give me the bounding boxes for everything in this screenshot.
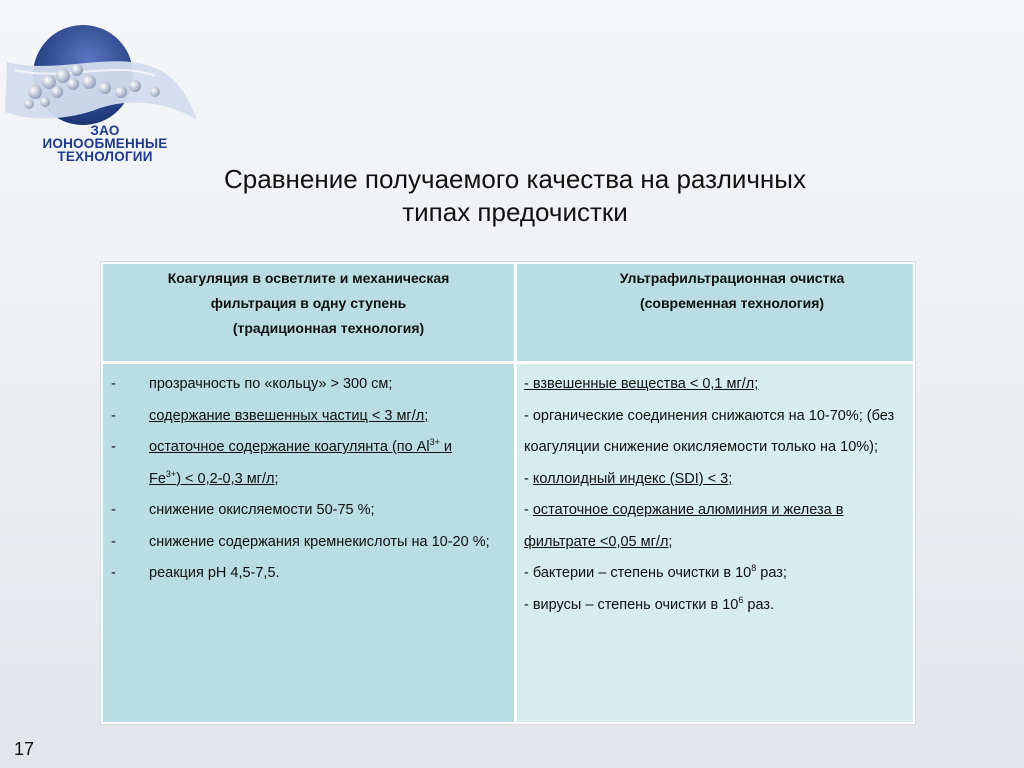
list-item xyxy=(111,495,508,527)
item-text: остаточное содержание алюминия и железа в фильтрате <0,05 мг/л; xyxy=(524,502,844,550)
list-item xyxy=(111,369,508,401)
item-text: прозрачность по «кольцу» > 300 см; xyxy=(149,376,393,392)
logo-line-1: ЗАО xyxy=(90,123,120,138)
coagulant-text-a: остаточное содержание коагулянта (по Al xyxy=(149,439,430,455)
list-item xyxy=(111,432,508,495)
list-item: - органические соединения снижаются на 10-70%; (без коагуляции снижение окисляемости только на 10%); xyxy=(524,407,895,455)
logo-wordmark xyxy=(20,124,190,163)
item-text: реакция pH 4,5-7,5. xyxy=(149,565,280,581)
bullet-dash: - xyxy=(111,533,116,550)
coagulant-text-c: Fe xyxy=(149,470,166,487)
bullet-dash: - xyxy=(111,407,116,424)
bullet-dash: - xyxy=(111,376,116,392)
slide-title xyxy=(120,163,910,229)
list-item xyxy=(111,527,508,559)
coagulant-text-d: ) < 0,2-0,3 мг/л; xyxy=(176,470,279,487)
item-text: - бактерии – степень очистки в 10 xyxy=(524,565,752,581)
ultrafiltration-results xyxy=(517,364,913,722)
globe-logo-icon xyxy=(5,20,205,130)
item-text-end: раз. xyxy=(743,596,775,613)
bullet-dash: - xyxy=(111,502,116,518)
header-left-line-3: (традиционная технология) xyxy=(232,320,425,336)
list-item xyxy=(524,464,901,496)
list-item xyxy=(524,495,901,558)
header-left-line-2: фильтрация в одну ступень xyxy=(210,295,407,311)
coagulant-text-b: и xyxy=(439,439,453,455)
page-number: 17 xyxy=(14,739,35,759)
traditional-results xyxy=(103,364,514,722)
item-text: - вирусы – степень очистки в 10 xyxy=(524,596,739,613)
header-traditional xyxy=(103,264,514,361)
list-item xyxy=(111,558,508,590)
header-right-line-1: Ультрафильтрационная очистка xyxy=(619,270,845,286)
title-line-2: типах предочистки xyxy=(402,197,628,227)
list-item xyxy=(524,558,901,590)
item-text xyxy=(149,432,508,495)
logo-line-3: ТЕХНОЛОГИИ xyxy=(57,149,153,164)
superscript: 3+ xyxy=(429,437,440,447)
list-item xyxy=(111,401,508,433)
header-left-line-1: Коагуляция в осветлите и механическая xyxy=(167,270,450,286)
superscript: 8 xyxy=(751,563,757,573)
item-prefix: - xyxy=(524,470,533,487)
bullet-dash: - xyxy=(111,565,116,581)
item-text: снижение окисляемости 50-75 %; xyxy=(149,502,375,518)
item-prefix: - xyxy=(524,502,533,518)
item-text-end: раз; xyxy=(756,565,787,581)
bullet-dash: - xyxy=(111,439,116,455)
item-text: коллоидный индекс (SDI) < 3; xyxy=(532,470,733,487)
list-item: - взвешенные вещества < 0,1 мг/л; xyxy=(524,376,759,392)
header-right-line-2: (современная технология) xyxy=(639,295,825,311)
logo-line-2: ИОНООБМЕННЫЕ xyxy=(42,136,168,151)
comparison-table xyxy=(100,261,916,725)
header-ultrafiltration xyxy=(517,264,913,361)
item-text: содержание взвешенных частиц < 3 мг/л; xyxy=(149,407,429,424)
superscript: 3+ xyxy=(165,468,177,479)
item-text: снижение содержания кремнекислоты на 10-20 %; xyxy=(149,533,490,550)
title-line-1: Сравнение получаемого качества на различных xyxy=(224,164,806,194)
list-item xyxy=(524,590,901,622)
superscript: 6 xyxy=(738,594,744,605)
